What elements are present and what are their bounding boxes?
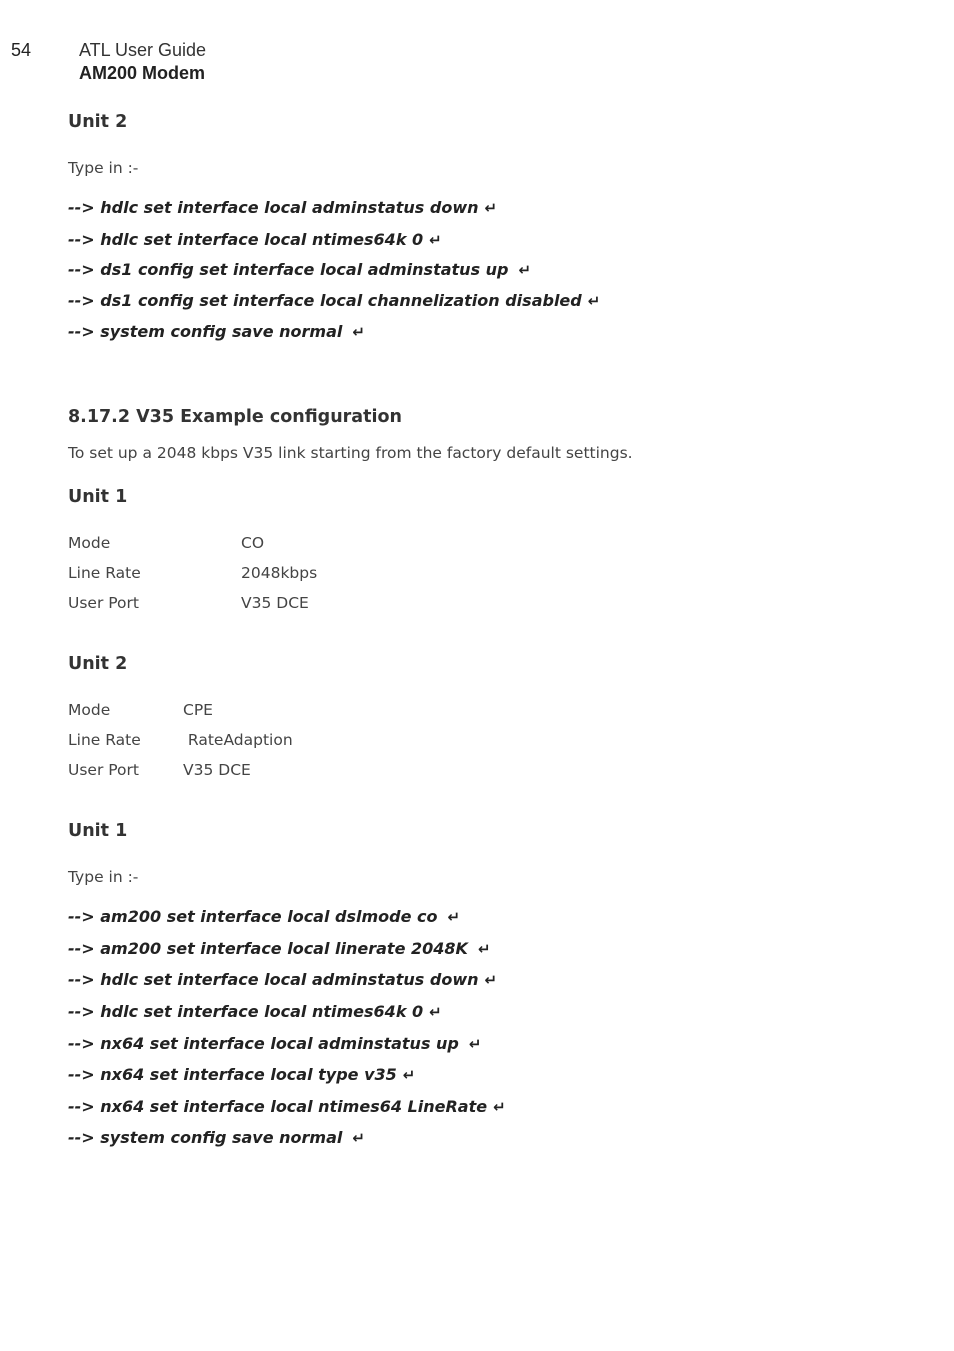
page-number: 54 xyxy=(11,40,32,60)
settings-key: User Port xyxy=(68,594,139,612)
settings-value: V35 DCE xyxy=(183,761,251,779)
block2-heading: Unit 1 xyxy=(68,821,128,841)
enter-icon: ↵ xyxy=(429,1003,442,1021)
command-line xyxy=(68,1097,506,1116)
command-text: --> am200 set interface local dslmode co xyxy=(68,907,438,926)
enter-icon: ↵ xyxy=(352,323,365,341)
command-line xyxy=(68,322,365,341)
command-text: --> hdlc set interface local ntimes64k 0 xyxy=(68,1002,424,1021)
guide-product-title: AM200 Modem xyxy=(79,63,206,83)
command-text: --> hdlc set interface local adminstatus down xyxy=(68,198,479,217)
command-line xyxy=(68,230,442,249)
settings-value: CO xyxy=(241,534,265,552)
command-line xyxy=(68,260,531,279)
command-line xyxy=(68,1128,365,1147)
settings-key: Line Rate xyxy=(68,731,141,749)
command-line xyxy=(68,1034,481,1053)
enter-icon: ↵ xyxy=(587,292,601,310)
settings-value: V35 DCE xyxy=(241,594,309,612)
section-description: To set up a 2048 kbps V35 link starting from the factory default settings. xyxy=(68,444,633,462)
enter-icon: ↵ xyxy=(484,971,498,989)
enter-icon: ↵ xyxy=(493,1098,506,1116)
enter-icon: ↵ xyxy=(518,261,532,279)
enter-icon: ↵ xyxy=(352,1129,365,1147)
settings-value: 2048kbps xyxy=(241,564,318,582)
command-text: --> ds1 config set interface local channelization disabled xyxy=(68,291,582,310)
block1-intro: Type in :- xyxy=(68,159,139,177)
enter-icon: ↵ xyxy=(429,231,442,249)
command-text: --> nx64 set interface local adminstatus up xyxy=(68,1034,459,1053)
command-text: --> am200 set interface local linerate 2048K xyxy=(68,939,468,958)
settings-key: Line Rate xyxy=(68,564,141,582)
command-text: --> system config save normal xyxy=(68,1128,343,1147)
command-text: --> system config save normal xyxy=(68,322,343,341)
command-text: --> nx64 set interface local ntimes64 LineRate xyxy=(68,1097,488,1116)
unit1-settings-heading: Unit 1 xyxy=(68,487,128,507)
command-line xyxy=(68,1065,415,1084)
enter-icon: ↵ xyxy=(484,199,498,217)
command-text: --> hdlc set interface local ntimes64k 0 xyxy=(68,230,424,249)
settings-key: User Port xyxy=(68,761,139,779)
settings-key: Mode xyxy=(68,534,111,552)
command-line xyxy=(68,291,600,310)
block2-intro: Type in :- xyxy=(68,868,139,886)
command-text: --> hdlc set interface local adminstatus down xyxy=(68,970,479,989)
enter-icon: ↵ xyxy=(477,940,491,958)
section-heading: 8.17.2 V35 Example configuration xyxy=(68,407,402,427)
settings-value: CPE xyxy=(183,701,213,719)
guide-title: ATL User Guide xyxy=(79,40,207,60)
command-line xyxy=(68,907,460,926)
enter-icon: ↵ xyxy=(402,1066,416,1084)
command-line xyxy=(68,1002,442,1021)
settings-value: RateAdaption xyxy=(183,731,293,749)
command-line xyxy=(68,939,491,958)
settings-key: Mode xyxy=(68,701,111,719)
block1-heading: Unit 2 xyxy=(68,112,128,132)
unit2-settings-heading: Unit 2 xyxy=(68,654,128,674)
command-text: --> nx64 set interface local type v35 xyxy=(68,1065,397,1084)
enter-icon: ↵ xyxy=(447,908,461,926)
command-line xyxy=(68,970,497,989)
enter-icon: ↵ xyxy=(468,1035,482,1053)
command-line xyxy=(68,198,497,217)
command-text: --> ds1 config set interface local adminstatus up xyxy=(68,260,509,279)
